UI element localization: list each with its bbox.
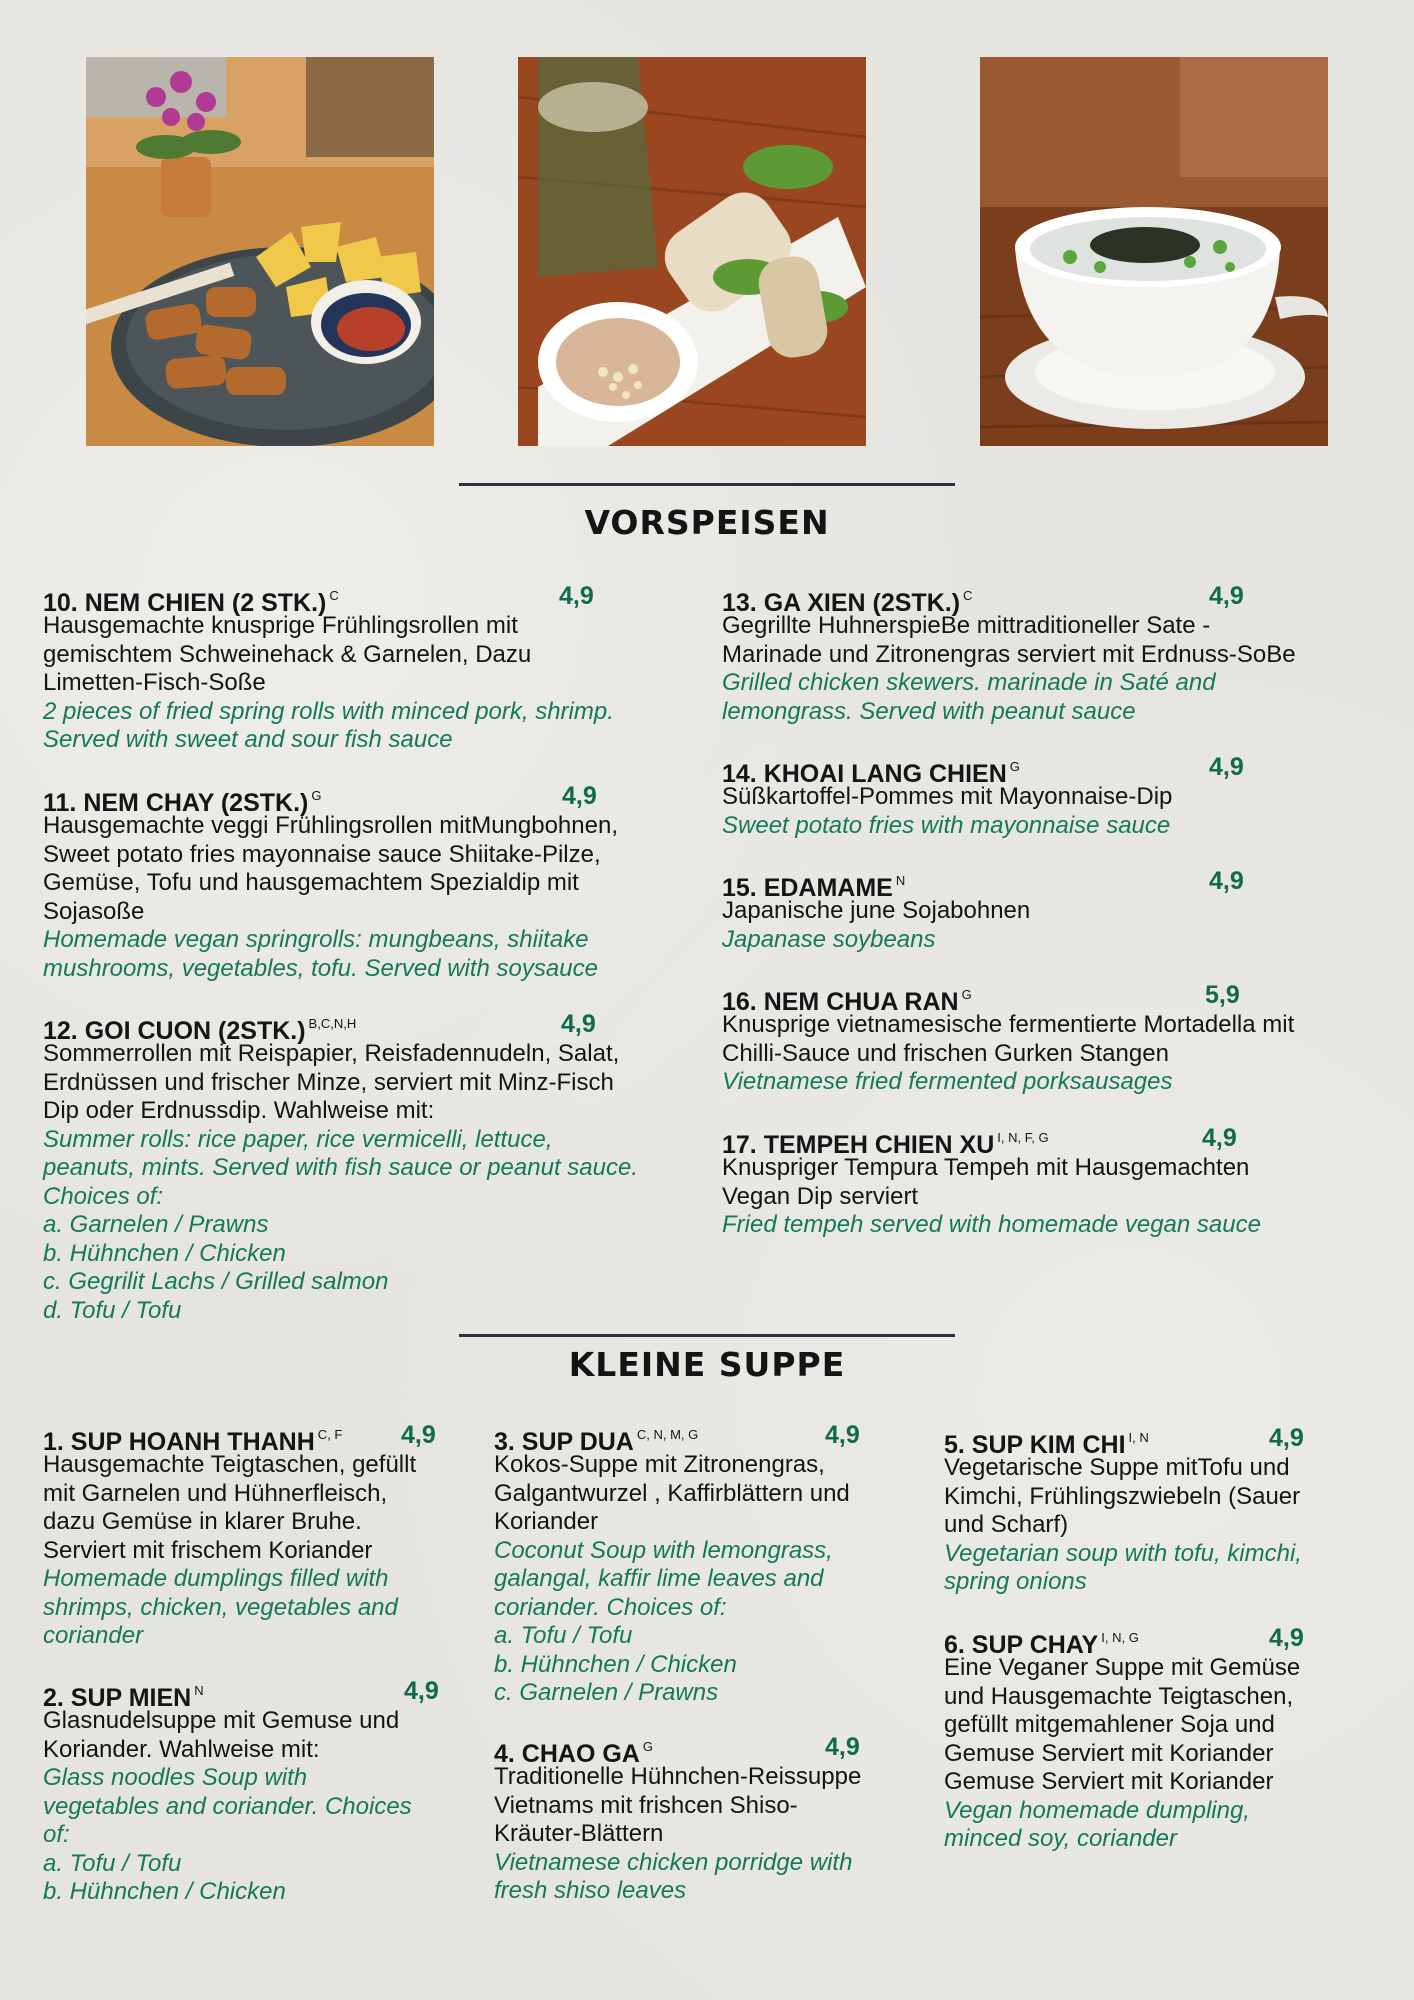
item-price: 4,9 — [1209, 582, 1244, 610]
item-allergens: C, F — [317, 1427, 343, 1442]
item-allergens: I, N — [1128, 1430, 1149, 1445]
item-allergens: G — [642, 1739, 653, 1754]
item-allergens: N — [895, 873, 906, 888]
item-desc-en: Vietnamese fried fermented porksausages — [722, 1068, 1173, 1095]
item-desc-en: Japanase soybeans — [722, 925, 936, 953]
item-name: 16. NEM CHUA RAN — [722, 988, 959, 1016]
item-desc-en: coriander — [43, 1622, 144, 1649]
item-price: 4,9 — [562, 782, 597, 810]
item-desc-en: Vegetarian soup with tofu, kimchi, — [944, 1539, 1302, 1567]
item-allergens: G — [1009, 759, 1020, 774]
item-desc-en: a. Tofu / Tofu — [494, 1622, 633, 1649]
item-desc-en: Grilled chicken skewers. marinade in Saté and — [722, 669, 1216, 696]
item-desc-en: 2 pieces of fried spring rolls with minced pork, shrimp. — [43, 697, 614, 725]
item-desc-de: und Scharf) — [944, 1511, 1069, 1538]
item-price: 4,9 — [825, 1733, 860, 1761]
item-allergens: N — [194, 1683, 204, 1698]
menu-item — [43, 582, 614, 755]
item-desc-en: Choices of: — [43, 1182, 164, 1210]
item-name: 14. KHOAI LANG CHIEN — [722, 760, 1007, 788]
item-desc-de: Dip oder Erdnussdip. Wahlweise mit: — [43, 1097, 435, 1124]
item-desc-en: spring onions — [944, 1568, 1087, 1595]
item-allergens: G — [311, 788, 322, 803]
item-desc-de: Sommerrollen mit Reispapier, Reisfadennudeln, Salat, — [43, 1040, 620, 1067]
item-desc-de: Erdnüssen und frischer Minze, serviert mit Minz-Fisch — [43, 1068, 614, 1096]
item-desc-en: b. Hühnchen / Chicken — [494, 1650, 737, 1678]
item-desc-de: Serviert mit frischem Koriander — [43, 1536, 373, 1564]
menu-item — [722, 753, 1244, 840]
photo-porridge-bowl — [980, 57, 1328, 446]
item-name: 10. NEM CHIEN (2 STK.) — [43, 589, 327, 617]
item-desc-en: Vegan homemade dumpling, — [944, 1796, 1250, 1824]
item-desc-en: Fried tempeh served with homemade vegan sauce — [722, 1211, 1261, 1238]
item-desc-de: gefüllt mitgemahlener Soja und — [944, 1711, 1275, 1738]
menu-item — [43, 1421, 436, 1651]
item-desc-en: Served with sweet and sour fish sauce — [43, 726, 453, 753]
item-name: 17. TEMPEH CHIEN XU — [722, 1131, 995, 1159]
item-name: 4. CHAO GA — [494, 1740, 640, 1768]
item-desc-en: Homemade vegan springrolls: mungbeans, shiitake — [43, 926, 589, 953]
item-desc-en: Vietnamese chicken porridge with — [494, 1848, 853, 1876]
item-price: 4,9 — [1269, 1624, 1304, 1652]
item-desc-de: dazu Gemüse in klarer Bruhe. — [43, 1508, 362, 1535]
item-desc-de: Vietnams mit frishcen Shiso- — [494, 1791, 798, 1819]
item-desc-de: Gegrillte HuhnerspieBe mittraditioneller Sate - — [722, 612, 1211, 639]
item-desc-en: peanuts, mints. Served with fish sauce or peanut sauce. — [43, 1154, 638, 1181]
item-allergens: I, N, G — [1101, 1630, 1139, 1645]
item-price: 4,9 — [401, 1421, 436, 1449]
section-divider — [459, 483, 955, 486]
item-desc-de: Hausgemachte knusprige Frühlingsrollen mit — [43, 612, 518, 639]
menu-item — [944, 1424, 1302, 1597]
item-allergens: I, N, F, G — [997, 1130, 1049, 1145]
menu-item — [43, 782, 618, 983]
item-desc-en: lemongrass. Served with peanut sauce — [722, 697, 1136, 725]
item-desc-de: Gemüse, Tofu und hausgemachtem Spezialdip mit — [43, 869, 579, 896]
item-desc-en: coriander. Choices of: — [494, 1593, 727, 1621]
item-name: 15. EDAMAME — [722, 874, 893, 902]
item-desc-en: Summer rolls: rice paper, rice vermicelli, lettuce, — [43, 1125, 553, 1153]
item-price: 5,9 — [1205, 981, 1240, 1009]
item-desc-de: Limetten-Fisch-Soße — [43, 669, 266, 696]
menu-item — [722, 582, 1296, 726]
item-desc-en: galangal, kaffir lime leaves and — [494, 1565, 824, 1592]
section-divider — [459, 1334, 955, 1337]
item-name: 5. SUP KIM CHI — [944, 1431, 1126, 1459]
item-desc-en: b. Hühnchen / Chicken — [43, 1239, 286, 1267]
menu-item — [944, 1624, 1304, 1854]
item-desc-de: Vegetarische Suppe mitTofu und — [944, 1454, 1290, 1481]
photo-spring-rolls — [518, 57, 866, 446]
item-price: 4,9 — [559, 582, 594, 610]
item-desc-en: Coconut Soup with lemongrass, — [494, 1536, 833, 1564]
menu-item — [494, 1421, 860, 1708]
item-desc-en: Glass noodles Soup with — [43, 1764, 308, 1791]
item-desc-de: Kräuter-Blättern — [494, 1820, 664, 1847]
menu-item — [494, 1733, 861, 1906]
item-desc-de: Glasnudelsuppe mit Gemuse und — [43, 1707, 400, 1734]
item-desc-en: a. Garnelen / Prawns — [43, 1211, 269, 1238]
item-desc-de: mit Garnelen und Hühnerfleisch, — [43, 1479, 388, 1507]
item-desc-en: d. Tofu / Tofu — [43, 1296, 182, 1324]
item-desc-de: Sweet potato fries mayonnaise sauce Shiitake-Pilze, — [43, 840, 601, 868]
menu-item — [722, 1124, 1261, 1240]
item-desc-de: und Hausgemachte Teigtaschen, — [944, 1682, 1294, 1710]
item-name: 2. SUP MIEN — [43, 1684, 192, 1712]
item-desc-de: Knusprige vietnamesische fermentierte Mortadella mit — [722, 1011, 1295, 1038]
menu-item — [722, 867, 1244, 954]
item-desc-de: Koriander. Wahlweise mit: — [43, 1735, 320, 1763]
item-desc-de: Sojasoße — [43, 897, 145, 925]
item-desc-de: Hausgemachte veggi Frühlingsrollen mitMungbohnen, — [43, 812, 618, 839]
item-desc-en: fresh shiso leaves — [494, 1877, 687, 1904]
item-desc-en: minced soy, coriander — [944, 1825, 1177, 1852]
item-desc-de: Eine Veganer Suppe mit Gemüse — [944, 1654, 1301, 1681]
item-desc-en: vegetables and coriander. Choices — [43, 1792, 412, 1820]
item-price: 4,9 — [1202, 1124, 1237, 1152]
item-price: 4,9 — [404, 1677, 439, 1705]
item-desc-en: of: — [43, 1821, 70, 1848]
item-desc-de: Japanische june Sojabohnen — [722, 897, 1031, 924]
item-allergens: B,C,N,H — [308, 1016, 357, 1031]
item-desc-de: Knuspriger Tempura Tempeh mit Hausgemachten — [722, 1154, 1250, 1181]
item-desc-de: Kokos-Suppe mit Zitronengras, — [494, 1451, 825, 1478]
item-allergens: C — [963, 588, 973, 603]
item-price: 4,9 — [561, 1010, 596, 1038]
section-title-starters: VORSPEISEN — [584, 503, 830, 542]
item-price: 4,9 — [1269, 1424, 1304, 1452]
item-name: 3. SUP DUA — [494, 1428, 634, 1456]
item-desc-de: Süßkartoffel-Pommes mit Mayonnaise-Dip — [722, 783, 1173, 810]
photo-fried-tofu-plate — [86, 57, 434, 446]
item-name: 6. SUP CHAY — [944, 1631, 1099, 1659]
item-allergens: C, N, M, G — [636, 1427, 699, 1442]
item-allergens: C — [329, 588, 339, 603]
item-desc-en: shrimps, chicken, vegetables and — [43, 1593, 398, 1621]
item-desc-en: a. Tofu / Tofu — [43, 1849, 182, 1877]
item-desc-de: Kimchi, Frühlingszwiebeln (Sauer — [944, 1482, 1301, 1510]
item-desc-de: Gemuse Serviert mit Koriander — [944, 1768, 1274, 1795]
item-desc-de: Galgantwurzel , Kaffirblättern und — [494, 1479, 850, 1507]
item-allergens: G — [961, 987, 972, 1002]
item-desc-de: Traditionelle Hühnchen-Reissuppe — [494, 1763, 862, 1790]
item-desc-de: Vegan Dip serviert — [722, 1182, 919, 1210]
item-price: 4,9 — [825, 1421, 860, 1449]
item-desc-en: b. Hühnchen / Chicken — [43, 1878, 286, 1905]
item-desc-de: Hausgemachte Teigtaschen, gefüllt — [43, 1451, 417, 1478]
item-desc-en: Sweet potato fries with mayonnaise sauce — [722, 811, 1171, 839]
menu-item — [43, 1010, 638, 1325]
item-desc-en: Homemade dumplings filled with — [43, 1565, 389, 1592]
item-desc-de: Chilli-Sauce und frischen Gurken Stangen — [722, 1039, 1169, 1067]
item-desc-en: c. Garnelen / Prawns — [494, 1679, 719, 1706]
item-desc-en: c. Gegrilit Lachs / Grilled salmon — [43, 1268, 389, 1295]
item-desc-de: Gemuse Serviert mit Koriander — [944, 1739, 1274, 1767]
item-price: 4,9 — [1209, 753, 1244, 781]
item-desc-de: Koriander — [494, 1508, 599, 1535]
menu-item — [43, 1677, 439, 1907]
item-desc-de: Marinade und Zitronengras serviert mit Erdnuss-SoBe — [722, 640, 1296, 668]
item-price: 4,9 — [1209, 867, 1244, 895]
menu-item — [722, 981, 1294, 1097]
item-name: 12. GOI CUON (2STK.) — [43, 1017, 306, 1045]
item-desc-en: mushrooms, vegetables, tofu. Served with soysauce — [43, 954, 598, 982]
item-name: 1. SUP HOANH THANH — [43, 1428, 315, 1456]
section-title-soups: KLEINE SUPPE — [568, 1345, 846, 1384]
item-desc-de: gemischtem Schweinehack & Garnelen, Dazu — [43, 640, 532, 668]
item-name: 11. NEM CHAY (2STK.) — [43, 789, 309, 817]
item-name: 13. GA XIEN (2STK.) — [722, 589, 961, 617]
